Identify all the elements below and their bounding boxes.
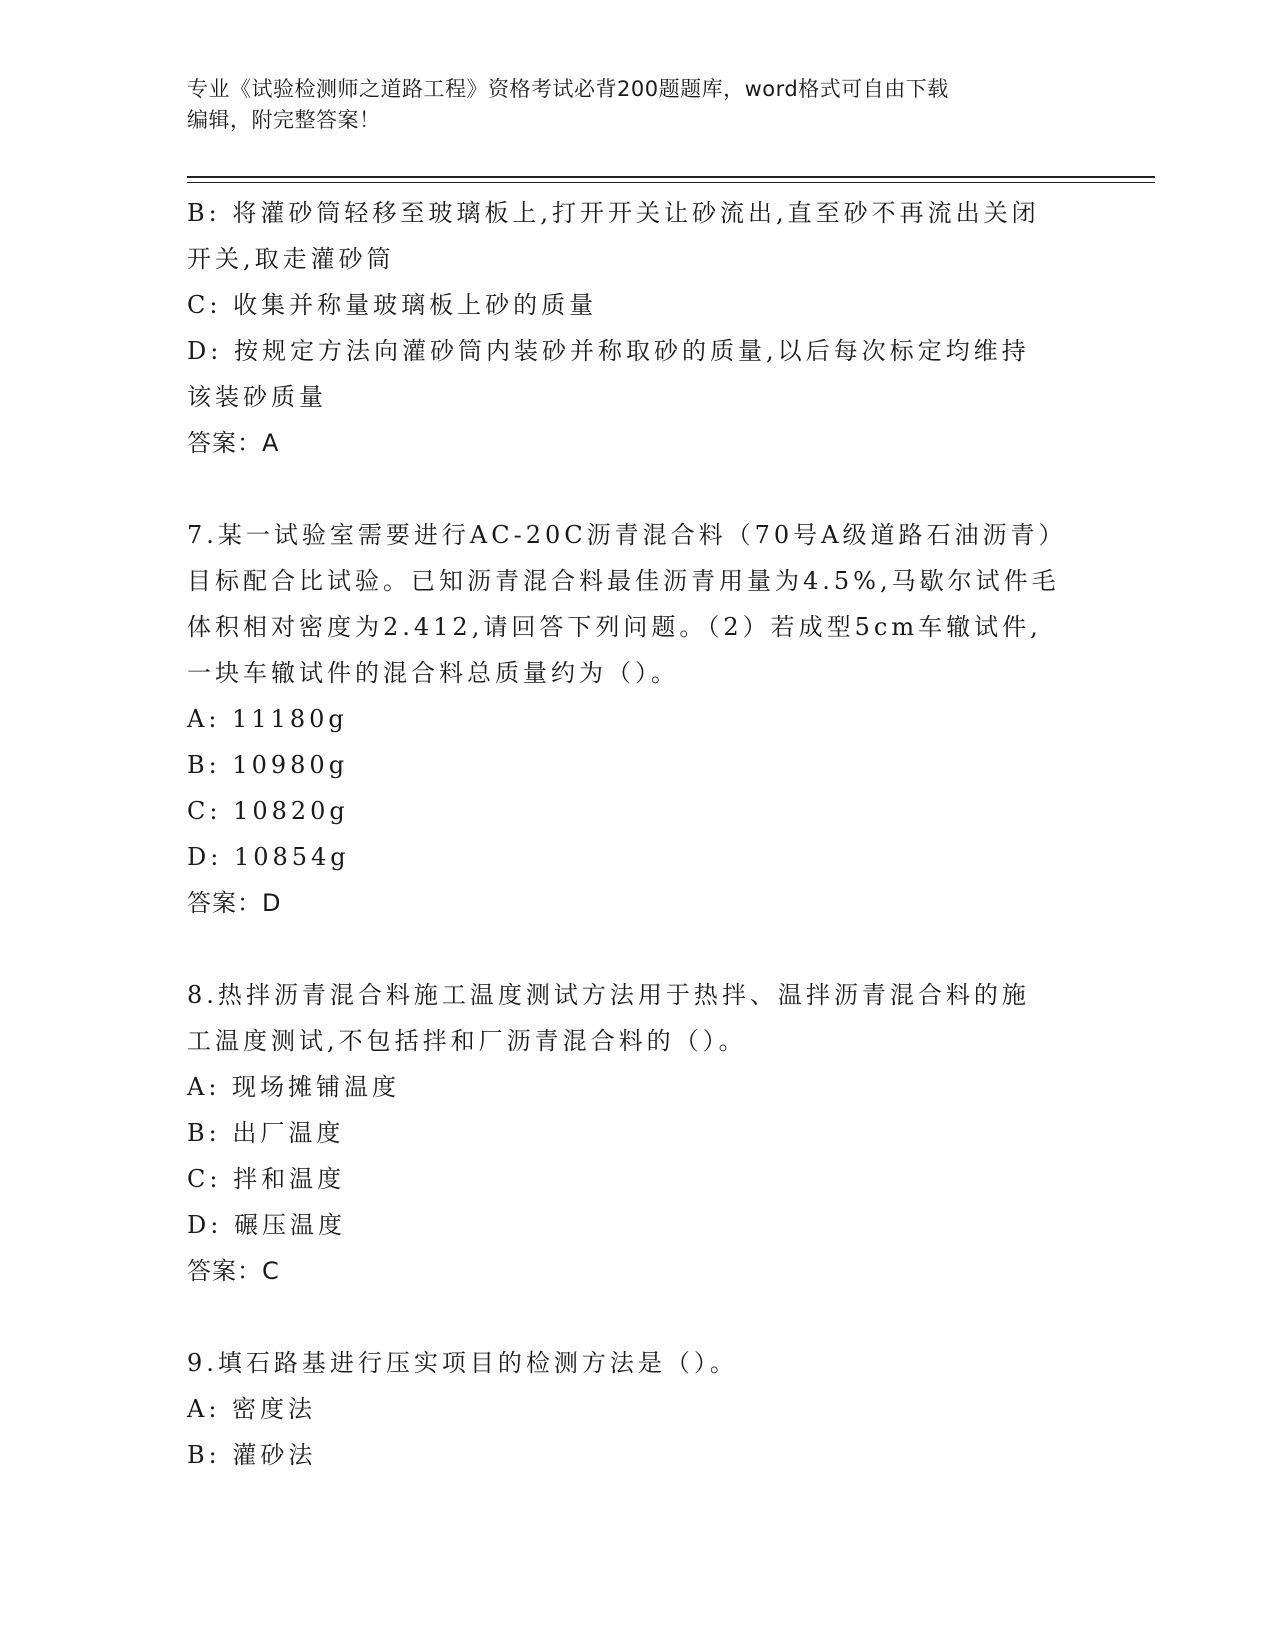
question-9 — [187, 1340, 1087, 1478]
document-header — [187, 74, 1067, 136]
option-c: C: 10820g — [187, 797, 349, 825]
answer: 答案：D — [187, 889, 282, 917]
option-b: B: 10980g — [187, 751, 349, 779]
spacer — [187, 466, 1087, 512]
option-d-line-1: D: 按规定方法向灌砂筒内装砂并称取砂的质量,以后每次标定均维持 — [187, 337, 1030, 365]
question-stem-line-1: 8.热拌沥青混合料施工温度测试方法用于热拌、温拌沥青混合料的施 — [187, 981, 1030, 1009]
header-rule-thin — [187, 182, 1155, 183]
option-d: D: 碾压温度 — [187, 1211, 346, 1239]
option-a: A: 密度法 — [187, 1395, 317, 1423]
question-7 — [187, 512, 1087, 926]
option-d: D: 10854g — [187, 843, 350, 871]
option-b-line-2: 开关,取走灌砂筒 — [187, 245, 395, 273]
answer: 答案：A — [187, 429, 280, 457]
option-c: C: 拌和温度 — [187, 1165, 346, 1193]
option-b: B: 灌砂法 — [187, 1441, 317, 1469]
option-b-line-1: B: 将灌砂筒轻移至玻璃板上,打开开关让砂流出,直至砂不再流出关闭 — [187, 199, 1040, 227]
option-b: B: 出厂温度 — [187, 1119, 345, 1147]
question-8 — [187, 972, 1087, 1294]
question-stem-line-1: 7.某一试验室需要进行AC-20C沥青混合料（70号A级道路石油沥青） — [187, 521, 1067, 549]
option-d-line-2: 该装砂质量 — [187, 383, 327, 411]
header-line-2: 编辑，附完整答案！ — [187, 108, 381, 132]
spacer — [187, 926, 1087, 972]
answer: 答案：C — [187, 1257, 280, 1285]
option-a: A: 11180g — [187, 705, 348, 733]
question-6-tail — [187, 190, 1087, 466]
question-stem-line-3: 体积相对密度为2.412,请回答下列问题。（2）若成型5cm车辙试件, — [187, 613, 1042, 641]
question-stem-line-2: 目标配合比试验。已知沥青混合料最佳沥青用量为4.5%,马歇尔试件毛 — [187, 567, 1060, 595]
question-content — [187, 190, 1087, 1478]
question-stem-line-1: 9.填石路基进行压实项目的检测方法是（）。 — [187, 1349, 738, 1377]
question-stem-line-2: 工温度测试,不包括拌和厂沥青混合料的（）。 — [187, 1027, 747, 1055]
spacer — [187, 1294, 1087, 1340]
option-a: A: 现场摊铺温度 — [187, 1073, 401, 1101]
header-rule-thick — [187, 176, 1155, 178]
header-line-1: 专业《试验检测师之道路工程》资格考试必背200题题库，word格式可自由下载 — [187, 77, 949, 101]
question-stem-line-4: 一块车辙试件的混合料总质量约为（）。 — [187, 659, 679, 687]
option-c: C: 收集并称量玻璃板上砂的质量 — [187, 291, 598, 319]
